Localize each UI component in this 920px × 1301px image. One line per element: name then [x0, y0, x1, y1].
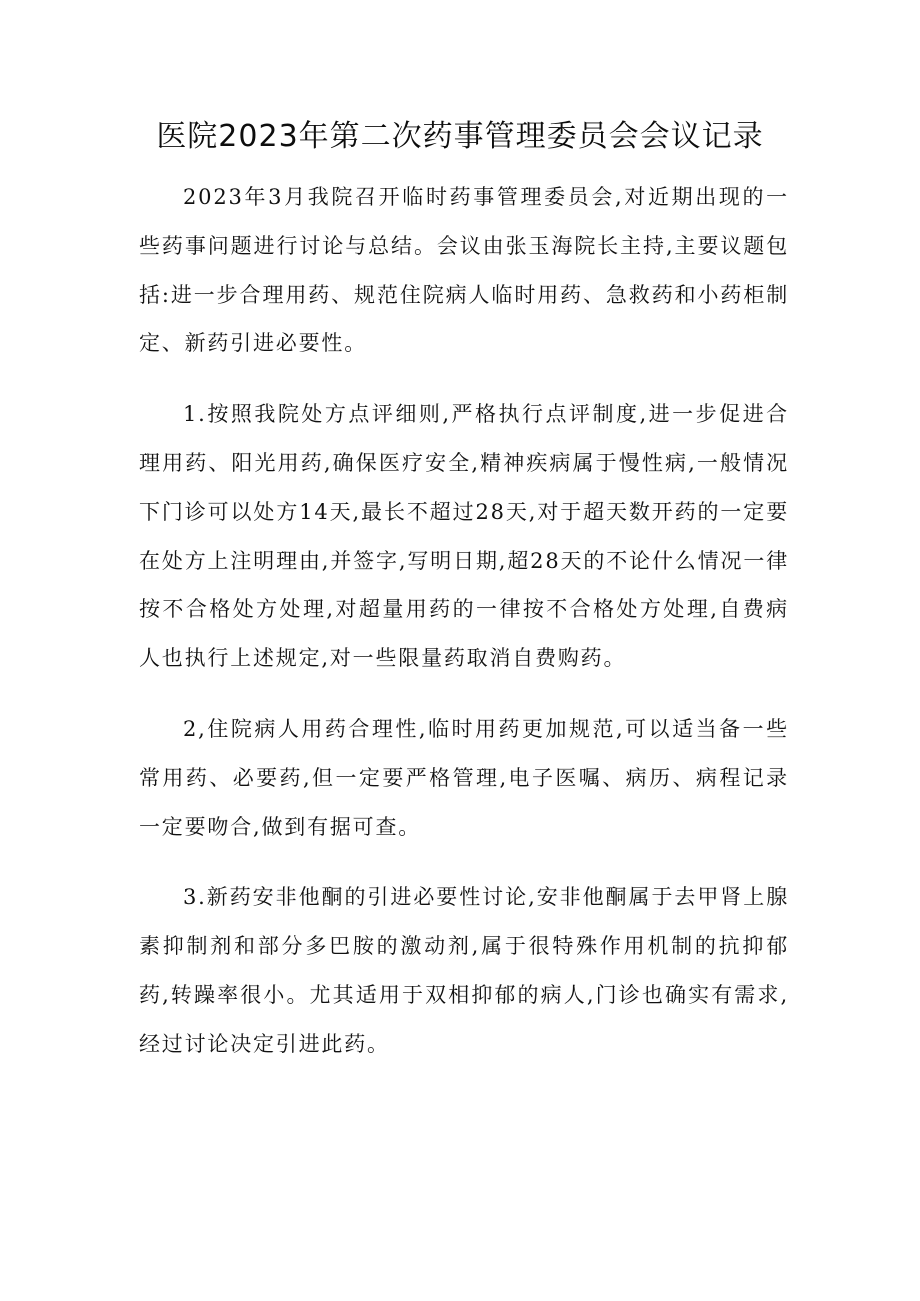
paragraph-item-3: 3.新药安非他酮的引进必要性讨论,安非他酮属于去甲肾上腺素抑制剂和部分多巴胺的激动剂,属于很特殊作用机制的抗抑郁药,转躁率很小。尤其适用于双相抑郁的病人,门诊也确实有需求,经过讨论决定引进此药。 — [139, 885, 789, 1056]
paragraph-item-2: 2,住院病人用药合理性,临时用药更加规范,可以适当备一些常用药、必要药,但一定要严格管理,电子医嘱、病历、病程记录一定要吻合,做到有据可查。 — [139, 716, 789, 839]
document-title: 医院2023年第二次药事管理委员会会议记录 — [156, 119, 764, 154]
document-body — [139, 173, 789, 1069]
paragraph-item-1: 1.按照我院处方点评细则,严格执行点评制度,进一步促进合理用药、阳光用药,确保医疗安全,精神疾病属于慢性病,一般情况下门诊可以处方14天,最长不超过28天,对于超天数开药的一定要在处方上注明理由,并签字,写明日期,超28天的不论什么情况一律按不合格处方处理,对超量用药的一律按不合格处方处理,自费病人也执行上述规定,对一些限量药取消自费购药。 — [139, 402, 789, 671]
paragraph-intro: 2023年3月我院召开临时药事管理委员会,对近期出现的一些药事问题进行讨论与总结。会议由张玉海院长主持,主要议题包括:进一步合理用药、规范住院病人临时用药、急救药和小药柜制定、新药引进必要性。 — [139, 185, 789, 356]
